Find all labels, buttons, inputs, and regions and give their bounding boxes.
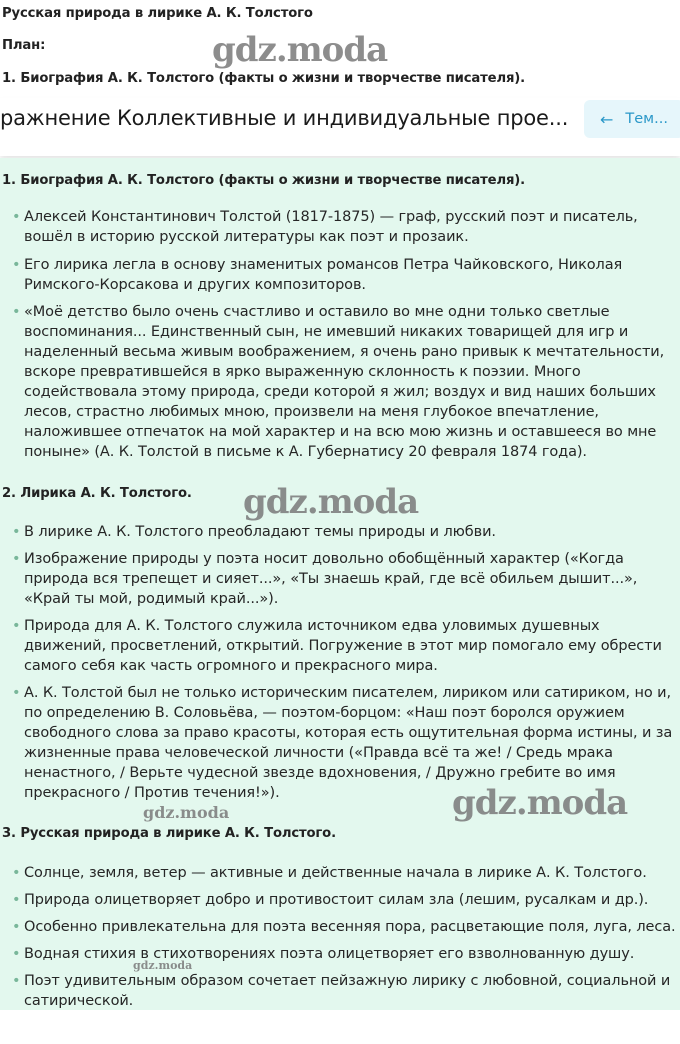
list-item: • Природа олицетворяет добро и противостоит силам зла (лешим, русалкам и др.). (12, 892, 649, 908)
list-item: • Изображение природы у поэта носит довольно обобщённый характер («Когда природа вся трепещет и сияет...», «Ты знаешь край, где всё обильем дышит...», «Край ты мой, родимый край...»). (12, 551, 638, 607)
bullet-icon: • (12, 257, 21, 273)
plan-item: 1. Биография А. К. Толстого (факты о жизни и творчестве писателя). (2, 71, 526, 86)
exercise-title: ражнение Коллективные и индивидуальные прое... (0, 106, 569, 130)
list-item: • Водная стихия в стихотворениях поэта олицетворяет его взволнованную душу. (12, 946, 635, 962)
list-item: • А. К. Толстой был не только историческим писателем, лириком или сатириком, но и, по определению В. Соловьёва, — поэтом-борцом: «Наш поэт боролся оружием свободного слова за право красоты, которая есть ощутительная форма истины, и за жизненные права человеческой личности («Правда всё та же! / Средь мрака ненастного, / Верьте чудесной звезде вдохновения, / Дружно гребите во имя прекрасного / Против течения!»). (12, 685, 673, 801)
bullet-icon: • (12, 865, 21, 881)
bullet-icon: • (12, 524, 21, 540)
watermark: gdz.moda (452, 783, 628, 823)
answer-content (0, 158, 680, 1010)
bullet-icon: • (12, 892, 21, 908)
bullet-icon: • (12, 551, 21, 567)
section-heading: 3. Русская природа в лирике А. К. Толстого. (2, 826, 336, 841)
watermark: gdz.moda (133, 959, 193, 972)
list-item: • Поэт удивительным образом сочетает пейзажную лирику с любовной, социальной и сатирической. (12, 973, 671, 1009)
page-title: Русская природа в лирике А. К. Толстого (2, 6, 313, 21)
list-item: • Солнце, земля, ветер — активные и действенные начала в лирике А. К. Толстого. (12, 865, 647, 881)
plan-label: План: (2, 38, 46, 53)
bullet-icon: • (12, 946, 21, 962)
list-item: • Природа для А. К. Толстого служила источником едва уловимых душевных движений, просветлений, открытий. Погружение в этот мир помогало ему обрести самого себя как часть огромного и прекрасного мира. (12, 618, 662, 674)
section-heading: 1. Биография А. К. Толстого (факты о жизни и творчестве писателя). (2, 173, 526, 188)
list-item: • Его лирика легла в основу знаменитых романсов Петра Чайковского, Николая Римского-Корсакова и других композиторов. (12, 257, 623, 293)
bullet-icon: • (12, 618, 21, 634)
list-item: • Особенно привлекательна для поэта весенняя пора, расцветающие поля, луга, леса. (12, 919, 676, 935)
list-item: • В лирике А. К. Толстого преобладают темы природы и любви. (12, 524, 496, 540)
topics-button[interactable] (584, 100, 680, 138)
exercise-header (0, 98, 680, 156)
topics-button-label: Тем... (625, 111, 668, 127)
bullet-icon: • (12, 209, 21, 225)
watermark: gdz.moda (212, 30, 388, 70)
bullet-icon: • (12, 685, 21, 701)
bullet-icon: • (12, 304, 21, 320)
section-heading: 2. Лирика А. К. Толстого. (2, 486, 192, 501)
list-item: • «Моё детство было очень счастливо и оставило во мне одни только светлые воспоминания... Единственный сын, не имевший никаких товарищей для игр и наделенный весьма живым воображением, я очень рано привык к мечтательности, вскоре превратившейся в ярко выраженную склонность к поэзии. Много содействовала этому природа, среди которой я жил; воздух и вид наших больших лесов, страстно любимых мною, произвели на меня глубокое впечатление, наложившее отпечаток на мой характер и на всю мою жизнь и оставшееся во мне поныне» (А. К. Толстой в письме к А. Губернатису 20 февраля 1874 года). (12, 304, 665, 460)
list-item: • Алексей Константинович Толстой (1817-1875) — граф, русский поэт и писатель, вошёл в историю русской литературы как поэт и прозаик. (12, 209, 638, 245)
arrow-left-icon: ← (600, 109, 614, 129)
watermark: gdz.moda (243, 482, 419, 522)
bullet-icon: • (12, 919, 21, 935)
bullet-icon: • (12, 973, 21, 989)
watermark: gdz.moda (143, 803, 230, 822)
